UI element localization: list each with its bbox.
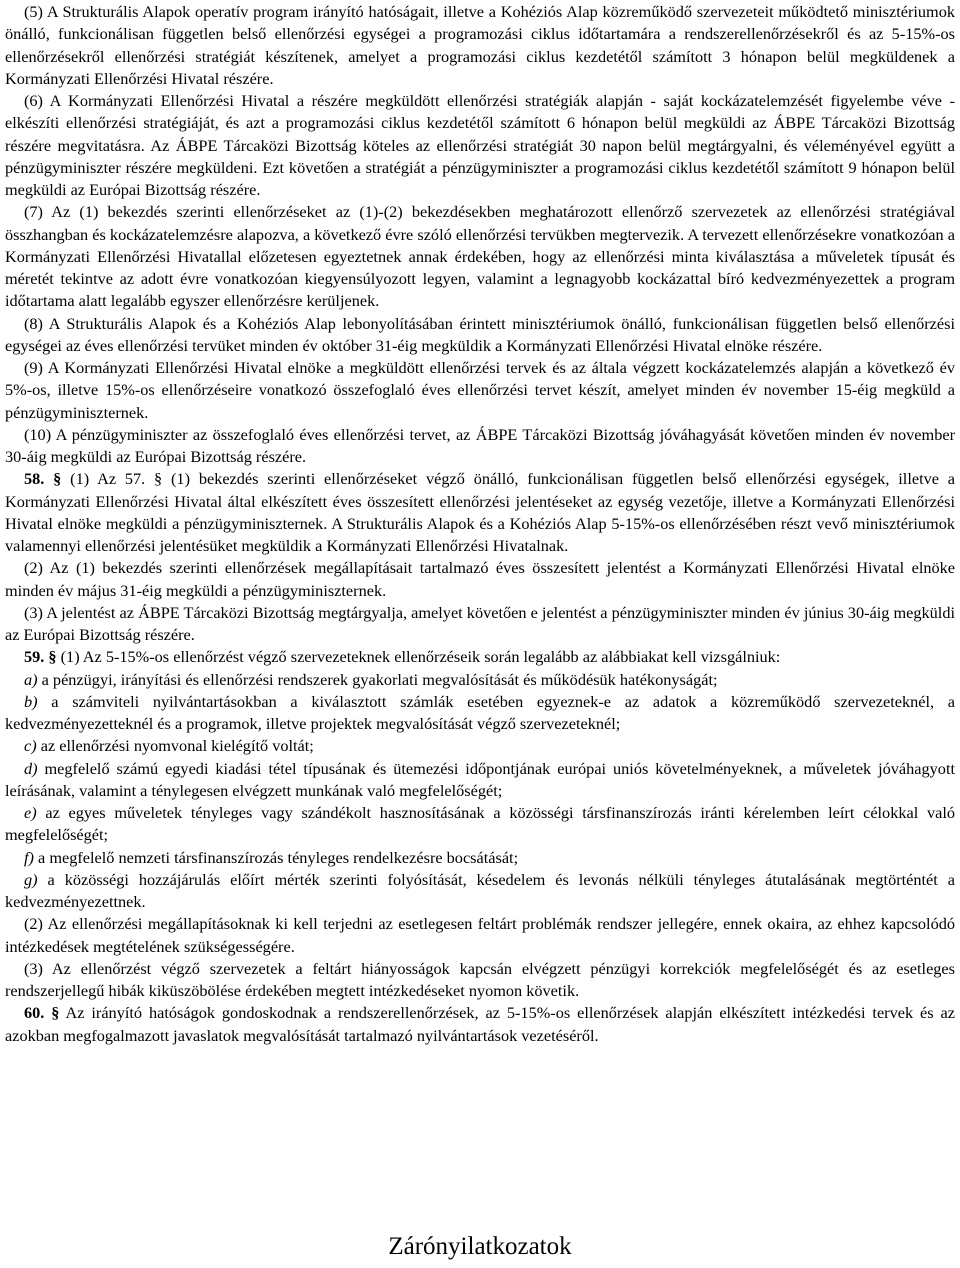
section-heading: Zárónyilatkozatok	[388, 1233, 572, 1260]
paragraph-text: az egyes műveletek tényleges vagy szándékolt hasznosításának a közösségi társfinanszírozás iránti kérelemben leírt célokkal való megfelelőségét;	[5, 803, 955, 845]
paragraph	[5, 313, 955, 358]
paragraph-text: megfelelő számú egyedi kiadási tétel típusának és ütemezési időpontjának európai uniós követelményeknek, a műveletek jóváhagyott leírásának, valamint a ténylegesen elvégzett munkának való megfelelőségét;	[5, 758, 955, 800]
paragraph-text: (10) A pénzügyminiszter az összefoglaló éves ellenőrzési tervet, az ÁBPE Tárcaközi Bizottság jóváhagyását követően minden év november 30-áig megküldi az Európai Bizottság részére.	[5, 424, 955, 466]
paragraph-text: (9) A Kormányzati Ellenőrzési Hivatal elnöke a megküldött ellenőrzési tervek és az általa végzett kockázatelemzés alapján a következő év 5%-os, illetve 15%-os ellenőrzéseire vonatkozó összefoglaló éves ellenőrzési tervet készít, amelyet minden év november 15-éig megküld a pénzügyminiszternek.	[5, 358, 955, 422]
paragraph	[5, 869, 955, 914]
list-label: g)	[24, 869, 38, 889]
paragraph	[5, 646, 955, 668]
paragraph-text: a számviteli nyilvántartásokban a kiválasztott számlák esetében egyeznek-e az adatok a közreműködő szervezeteknél, a kedvezményezetteknél és a programok, illetve projektek megvalósítását végző szervezeteknél;	[5, 691, 955, 733]
paragraph	[5, 424, 955, 469]
paragraph	[5, 557, 955, 602]
list-label: f)	[24, 847, 34, 867]
paragraph	[5, 1002, 955, 1047]
paragraph	[5, 468, 955, 557]
paragraph	[5, 602, 955, 647]
paragraph	[5, 201, 955, 312]
paragraph-text: (2) Az ellenőrzési megállapításoknak ki kell terjedni az esetlegesen feltárt problémák rendszer jellegére, ennek okaira, az ehhez kapcsolódó intézkedések megtételének szükségességére.	[5, 914, 955, 956]
paragraph	[5, 669, 955, 691]
paragraph-text: a közösségi hozzájárulás előírt mérték szerinti folyósítását, késedelem és levonás nélküli tényleges átutalásának megtörténtét a kedvezményezettnek.	[5, 869, 955, 911]
paragraph-text: (7) Az (1) bekezdés szerinti ellenőrzéseket az (1)-(2) bekezdésekben meghatározott ellenőrző szervezetek az ellenőrzési stratégiával összhangban és kockázatelemzésre alapozva, a következő évre szóló ellenőrzési tervükben megtervezik. A tervezett ellenőrzésekre vonatkozóan a Kormányzati Ellenőrzési Hivatallal előzetesen egyeztetnek annak érdekében, hogy az ellenőrzési minta kiválasztása a műveletek típusát és méretét tekintve az adott évre vonatkozóan kiegyensúlyozott legyen, valamint a legnagyobb kockázattal bíró kedvezményezettek a program időtartama alatt legalább egyszer ellenőrzésre kerüljenek.	[5, 202, 955, 311]
paragraph-text: (3) A jelentést az ÁBPE Tárcaközi Bizottság megtárgyalja, amelyet követően e jelentést a pénzügyminiszter minden év június 30-áig megküldi az Európai Bizottság részére.	[5, 602, 955, 644]
paragraph-text: (5) A Strukturális Alapok operatív program irányító hatóságait, illetve a Kohéziós Alap közreműködő szervezeteit működtető minisztériumok önálló, funkcionálisan független belső ellenőrzési egységei a programozási ciklus időtartamára a rendszerellenőrzésekről és az 5-15%-os ellenőrzésekről ellenőrzési stratégiát készítenek, amelyet a programozási ciklus kezdetétől számított 3 hónapon belül megküldenek a Kormányzati Ellenőrzési Hivatal részére.	[5, 2, 955, 88]
paragraph-text: (6) A Kormányzati Ellenőrzési Hivatal a részére megküldött ellenőrzési stratégiák alapján - saját kockázatelemzését figyelembe véve - elkészíti ellenőrzési stratégiáját, és azt a programozási ciklus kezdetétől számított 6 hónapon belül megküldi az ÁBPE Tárcaközi Bizottság részére megvitatásra. Az ÁBPE Tárcaközi Bizottság köteles az ellenőrzési stratégiát 30 napon belül megtárgyalni, és véleményével együtt a pénzügyminiszter részére megküldeni. Ezt követően a stratégiát a pénzügyminiszter a programozási ciklus kezdetétől számított 9 hónapon belül megküldi az Európai Bizottság részére.	[5, 91, 955, 199]
paragraph	[5, 847, 955, 869]
list-label: b)	[24, 691, 38, 711]
paragraph-text: a megfelelő nemzeti társfinanszírozás tényleges rendelkezésre bocsátását;	[33, 847, 519, 867]
paragraph	[5, 357, 955, 424]
paragraph	[5, 90, 955, 201]
paragraph-text: (8) A Strukturális Alapok és a Kohéziós Alap lebonyolításában érintett minisztériumok önálló, funkcionálisan független belső ellenőrzési egységei az éves ellenőrzési tervüket minden év október 31-éig megküldik a Kormányzati Ellenőrzési Hivatal elnöke részére.	[5, 313, 955, 355]
paragraph-text: a pénzügyi, irányítási és ellenőrzési rendszerek gyakorlati megvalósítását és működésük hatékonyságát;	[37, 669, 718, 689]
paragraph-text: (1) Az 57. § (1) bekezdés szerinti ellenőrzéseket végző önálló, funkcionálisan független belső ellenőrzési egységek, illetve a Kormányzati Ellenőrzési Hivatal által elkészített éves összesített ellenőrzési jelentéseket az egység vezetője, illetve a Kormányzati Ellenőrzési Hivatal elnöke megküldi a pénzügyminiszternek. A Strukturális Alapok és a Kohéziós Alap 5-15%-os ellenőrzésében részt vevő minisztériumok valamennyi ellenőrzési jelentésüket megküldik a Kormányzati Ellenőrzési Hivatalnak.	[5, 469, 956, 555]
document-body	[5, 1, 955, 1047]
list-label: c)	[24, 736, 37, 756]
paragraph-text: Az irányító hatóságok gondoskodnak a rendszerellenőrzések, az 5-15%-os ellenőrzések alapján elkészített intézkedési tervek és az azokban megfogalmazott javaslatok megvalósítását tartalmazó nyilvántartások vezetéséről.	[5, 1003, 955, 1045]
paragraph-text: (2) Az (1) bekezdés szerinti ellenőrzések megállapításait tartalmazó éves összesített jelentést a Kormányzati Ellenőrzési Hivatal elnöke minden év május 31-éig megküldi a pénzügyminiszternek.	[5, 558, 955, 600]
paragraph-text: az ellenőrzési nyomvonal kielégítő voltát;	[36, 736, 314, 756]
paragraph	[5, 1, 955, 90]
paragraph	[5, 958, 955, 1003]
paragraph-text: (3) Az ellenőrzést végző szervezetek a feltárt hiányosságok kapcsán elvégzett pénzügyi korrekciók megfelelőségét és az esetleges rendszerjellegű hibák kiküszöbölése érdekében megtett intézkedéseket nyomon követik.	[5, 958, 955, 1000]
list-label: e)	[24, 803, 37, 822]
paragraph	[5, 691, 955, 736]
paragraph	[5, 913, 955, 958]
section-number: 60. §	[24, 1003, 60, 1023]
paragraph	[5, 758, 955, 803]
section-number: 59. §	[24, 647, 57, 667]
list-label: a)	[24, 669, 38, 689]
section-number: 58. §	[24, 469, 62, 489]
paragraph	[5, 735, 955, 757]
paragraph	[5, 802, 955, 847]
paragraph-text: (1) Az 5-15%-os ellenőrzést végző szervezeteknek ellenőrzéseik során legalább az alábbiakat kell vizsgálniuk:	[56, 647, 781, 667]
list-label: d)	[24, 758, 38, 778]
